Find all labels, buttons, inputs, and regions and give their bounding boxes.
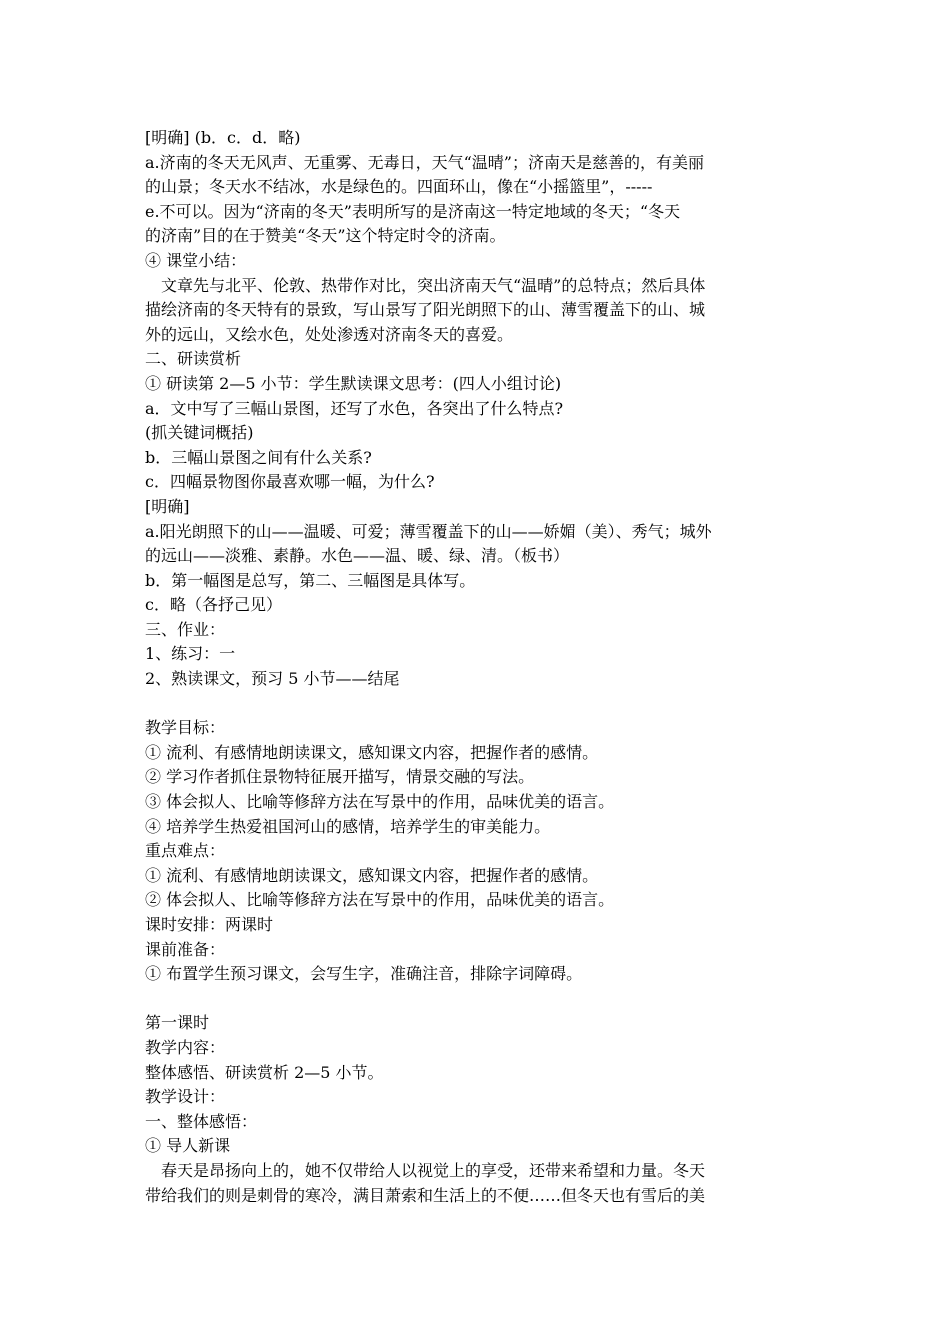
- text-line: 的济南”目的在于赞美“冬天”这个特定时令的济南。: [145, 226, 506, 246]
- section-heading: 二、研读赏析: [145, 349, 242, 369]
- text-line: ④ 培养学生热爱祖国河山的感情，培养学生的审美能力。: [145, 816, 551, 836]
- text-line: ① 导人新课: [145, 1136, 231, 1156]
- text-line: 整体感悟、研读赏析 2—5 小节。: [145, 1062, 384, 1082]
- text-line: ① 流利、有感情地朗读课文，感知课文内容，把握作者的感情。: [145, 865, 599, 885]
- section-heading: 课前准备：: [145, 939, 226, 959]
- text-line: 的山景；冬天水不结冰，水是绿色的。四面环山，像在“小摇篮里”，-----: [145, 177, 653, 197]
- section-heading: 一、整体感悟：: [145, 1111, 258, 1131]
- text-line: 春天是昂扬向上的，她不仅带给人以视觉上的享受，还带来希望和力量。冬天: [161, 1160, 706, 1180]
- text-line: c．四幅景物图你最喜欢哪一幅，为什么?: [145, 472, 435, 492]
- text-line: a.阳光朗照下的山——温暖、可爱；薄雪覆盖下的山——娇媚（美）、秀气；城外: [145, 521, 712, 541]
- text-line: 课时安排：两课时: [145, 915, 274, 934]
- text-line: b．三幅山景图之间有什么关系?: [145, 447, 372, 467]
- blank-line: [145, 987, 810, 1012]
- text-line: c．略（各抒己见）: [145, 595, 282, 615]
- blank-line: [145, 692, 810, 717]
- section-heading: ④ 课堂小结：: [145, 250, 247, 270]
- section-heading: 第一课时: [145, 1013, 210, 1033]
- text-line: 1、练习：一: [145, 644, 236, 664]
- text-line: ② 体会拟人、比喻等修辞方法在写景中的作用，品味优美的语言。: [145, 890, 615, 910]
- text-line: ③ 体会拟人、比喻等修辞方法在写景中的作用，品味优美的语言。: [145, 792, 615, 812]
- text-line: 带给我们的则是刺骨的寒冷，满目萧索和生活上的不便……但冬天也有雪后的美: [145, 1185, 706, 1205]
- text-line: 的远山——淡雅、素静。水色——温、暖、绿、清。（板书）: [145, 546, 570, 566]
- section-heading: 重点难点：: [145, 841, 226, 861]
- section-heading: 教学目标：: [145, 718, 226, 738]
- text-line: 2、熟读课文，预习 5 小节——结尾: [145, 669, 400, 689]
- text-line: ① 流利、有感情地朗读课文，感知课文内容，把握作者的感情。: [145, 742, 599, 762]
- document-page: [145, 126, 810, 1208]
- section-heading: 教学内容：: [145, 1037, 226, 1057]
- section-heading: 教学设计：: [145, 1087, 226, 1107]
- text-line: ① 研读第 2—5 小节：学生默读课文思考：(四人小组讨论): [145, 373, 562, 393]
- text-line: a.济南的冬天无风声、无重雾、无毒日，天气“温晴”；济南天是慈善的，有美丽: [145, 152, 704, 172]
- text-line: ① 布置学生预习课文，会写生字，准确注音，排除字词障碍。: [145, 964, 583, 984]
- section-heading: 三、作业：: [145, 619, 226, 639]
- text-line: ② 学习作者抓住景物特征展开描写，情景交融的写法。: [145, 767, 535, 787]
- text-line: 文章先与北平、伦敦、热带作对比，突出济南天气“温晴”的总特点；然后具体: [161, 275, 706, 295]
- text-line: e.不可以。因为“济南的冬天”表明所写的是济南这一特定地域的冬天；“冬天: [145, 201, 681, 221]
- text-line: [明确] (b．c．d．略): [145, 128, 301, 147]
- text-line: [明确]: [145, 496, 190, 516]
- text-line: (抓关键词概括): [145, 423, 254, 443]
- text-line: 外的远山，又绘水色，处处渗透对济南冬天的喜爱。: [145, 324, 514, 344]
- text-line: 描绘济南的冬天特有的景致，写山景写了阳光朗照下的山、薄雪覆盖下的山、城: [145, 300, 706, 320]
- text-line: b．第一幅图是总写，第二、三幅图是具体写。: [145, 570, 476, 590]
- text-line: a．文中写了三幅山景图，还写了水色，各突出了什么特点?: [145, 398, 564, 418]
